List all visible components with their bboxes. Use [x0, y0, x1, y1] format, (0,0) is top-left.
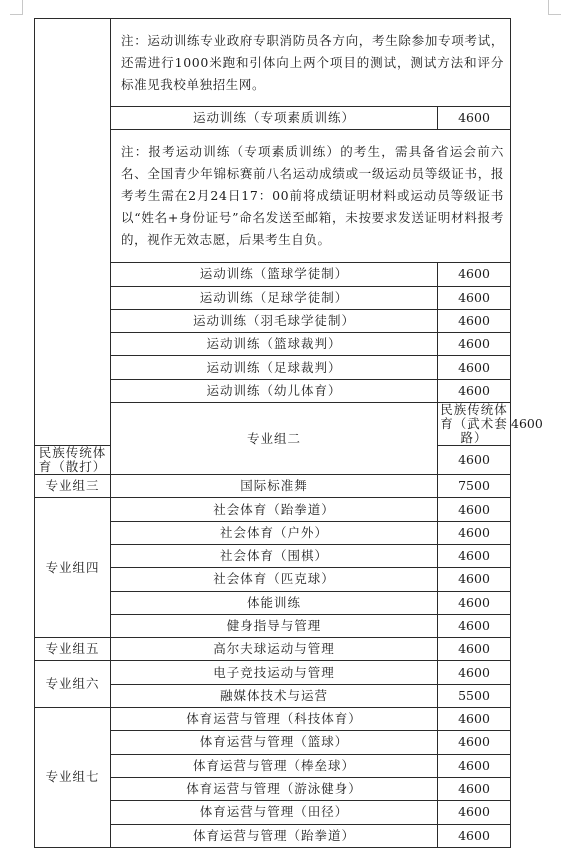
major-cell: 运动训练（羽毛球学徒制） [111, 309, 438, 332]
fee-cell: 4600 [438, 708, 511, 731]
major-cell: 运动训练（篮球裁判） [111, 333, 438, 356]
major-cell: 体育运营与管理（游泳健身） [111, 777, 438, 800]
fee-cell: 4600 [438, 661, 511, 684]
fee-cell: 4600 [438, 824, 511, 847]
fee-cell: 4600 [438, 521, 511, 544]
fee-cell: 4600 [438, 263, 511, 286]
fee-cell: 4600 [438, 801, 511, 824]
fee-cell: 4600 [438, 379, 511, 402]
fee-cell: 5500 [438, 684, 511, 707]
fee-cell: 4600 [438, 754, 511, 777]
group-label: 专业组五 [35, 638, 111, 661]
fee-cell: 4600 [438, 638, 511, 661]
enrollment-fee-table [34, 18, 543, 848]
major-cell: 体育运营与管理（篮球） [111, 731, 438, 754]
fee-cell: 4600 [438, 591, 511, 614]
fee-cell: 4600 [438, 286, 511, 309]
group-label: 专业组二 [111, 403, 438, 475]
crop-mark-top-left [10, 0, 23, 15]
fee-cell: 4600 [438, 107, 511, 130]
major-cell: 电子竞技运动与管理 [111, 661, 438, 684]
crop-mark-top-right [548, 0, 561, 15]
group-label: 专业组三 [35, 475, 111, 498]
group-label: 专业组六 [35, 661, 111, 708]
fee-cell: 4600 [438, 356, 511, 379]
group-cell-empty [35, 19, 111, 446]
major-cell: 高尔夫球运动与管理 [111, 638, 438, 661]
note-fire-department: 注：运动训练专业政府专职消防员各方向，考生除参加专项考试，还需进行1000米跑和引体向上两个项目的测试，测试方法和评分标准见我校单独招生网。 [111, 19, 511, 107]
fee-cell: 4600 [438, 731, 511, 754]
table-row [35, 661, 511, 684]
table-row [35, 708, 511, 731]
fee-cell: 4600 [438, 309, 511, 332]
major-cell: 社会体育（围棋） [111, 544, 438, 567]
fee-cell: 4600 [438, 498, 511, 521]
note-special-training: 注：报考运动训练（专项素质训练）的考生，需具备省运会前六名、全国青少年锦标赛前八名运动成绩或一级运动员等级证书，报考考生需在2月24日17：00前将成绩证明材料或运动员等级证书以“姓名+身份证号”命名发送至邮箱，未按要求发送证明材料报考的，视作无效志愿，后果考生自负。 [111, 130, 511, 263]
table-row [35, 19, 511, 107]
major-cell: 运动训练（篮球学徒制） [111, 263, 438, 286]
major-cell: 国际标准舞 [111, 475, 438, 498]
table-row [35, 638, 511, 661]
major-cell: 健身指导与管理 [111, 614, 438, 637]
major-cell: 体育运营与管理（跆拳道） [111, 824, 438, 847]
major-cell: 体育运营与管理（科技体育） [111, 708, 438, 731]
fee-cell: 4600 [438, 777, 511, 800]
table-row [35, 475, 511, 498]
group-label: 专业组七 [35, 708, 111, 848]
table-row [35, 498, 511, 521]
group-label: 专业组四 [35, 498, 111, 638]
fee-cell: 7500 [438, 475, 511, 498]
major-cell: 运动训练（足球学徒制） [111, 286, 438, 309]
major-cell: 运动训练（足球裁判） [111, 356, 438, 379]
major-cell: 体育运营与管理（棒垒球） [111, 754, 438, 777]
major-cell: 社会体育（户外） [111, 521, 438, 544]
major-cell: 社会体育（匹克球） [111, 568, 438, 591]
fee-cell: 4600 [438, 568, 511, 591]
major-cell: 融媒体技术与运营 [111, 684, 438, 707]
fee-cell: 4600 [438, 446, 511, 475]
major-cell: 民族传统体育（武术套路） [438, 403, 511, 446]
major-cell: 社会体育（跆拳道） [111, 498, 438, 521]
fee-cell: 4600 [438, 614, 511, 637]
major-cell: 体能训练 [111, 591, 438, 614]
fee-cell: 4600 [438, 333, 511, 356]
major-cell: 运动训练（专项素质训练） [111, 107, 438, 130]
major-cell: 体育运营与管理（田径） [111, 801, 438, 824]
fee-cell: 4600 [438, 544, 511, 567]
table-row: 专业组二 民族传统体育（武术套路） 4600 [35, 403, 511, 446]
major-cell: 运动训练（幼儿体育） [111, 379, 438, 402]
major-cell: 民族传统体育（散打） [35, 446, 111, 475]
